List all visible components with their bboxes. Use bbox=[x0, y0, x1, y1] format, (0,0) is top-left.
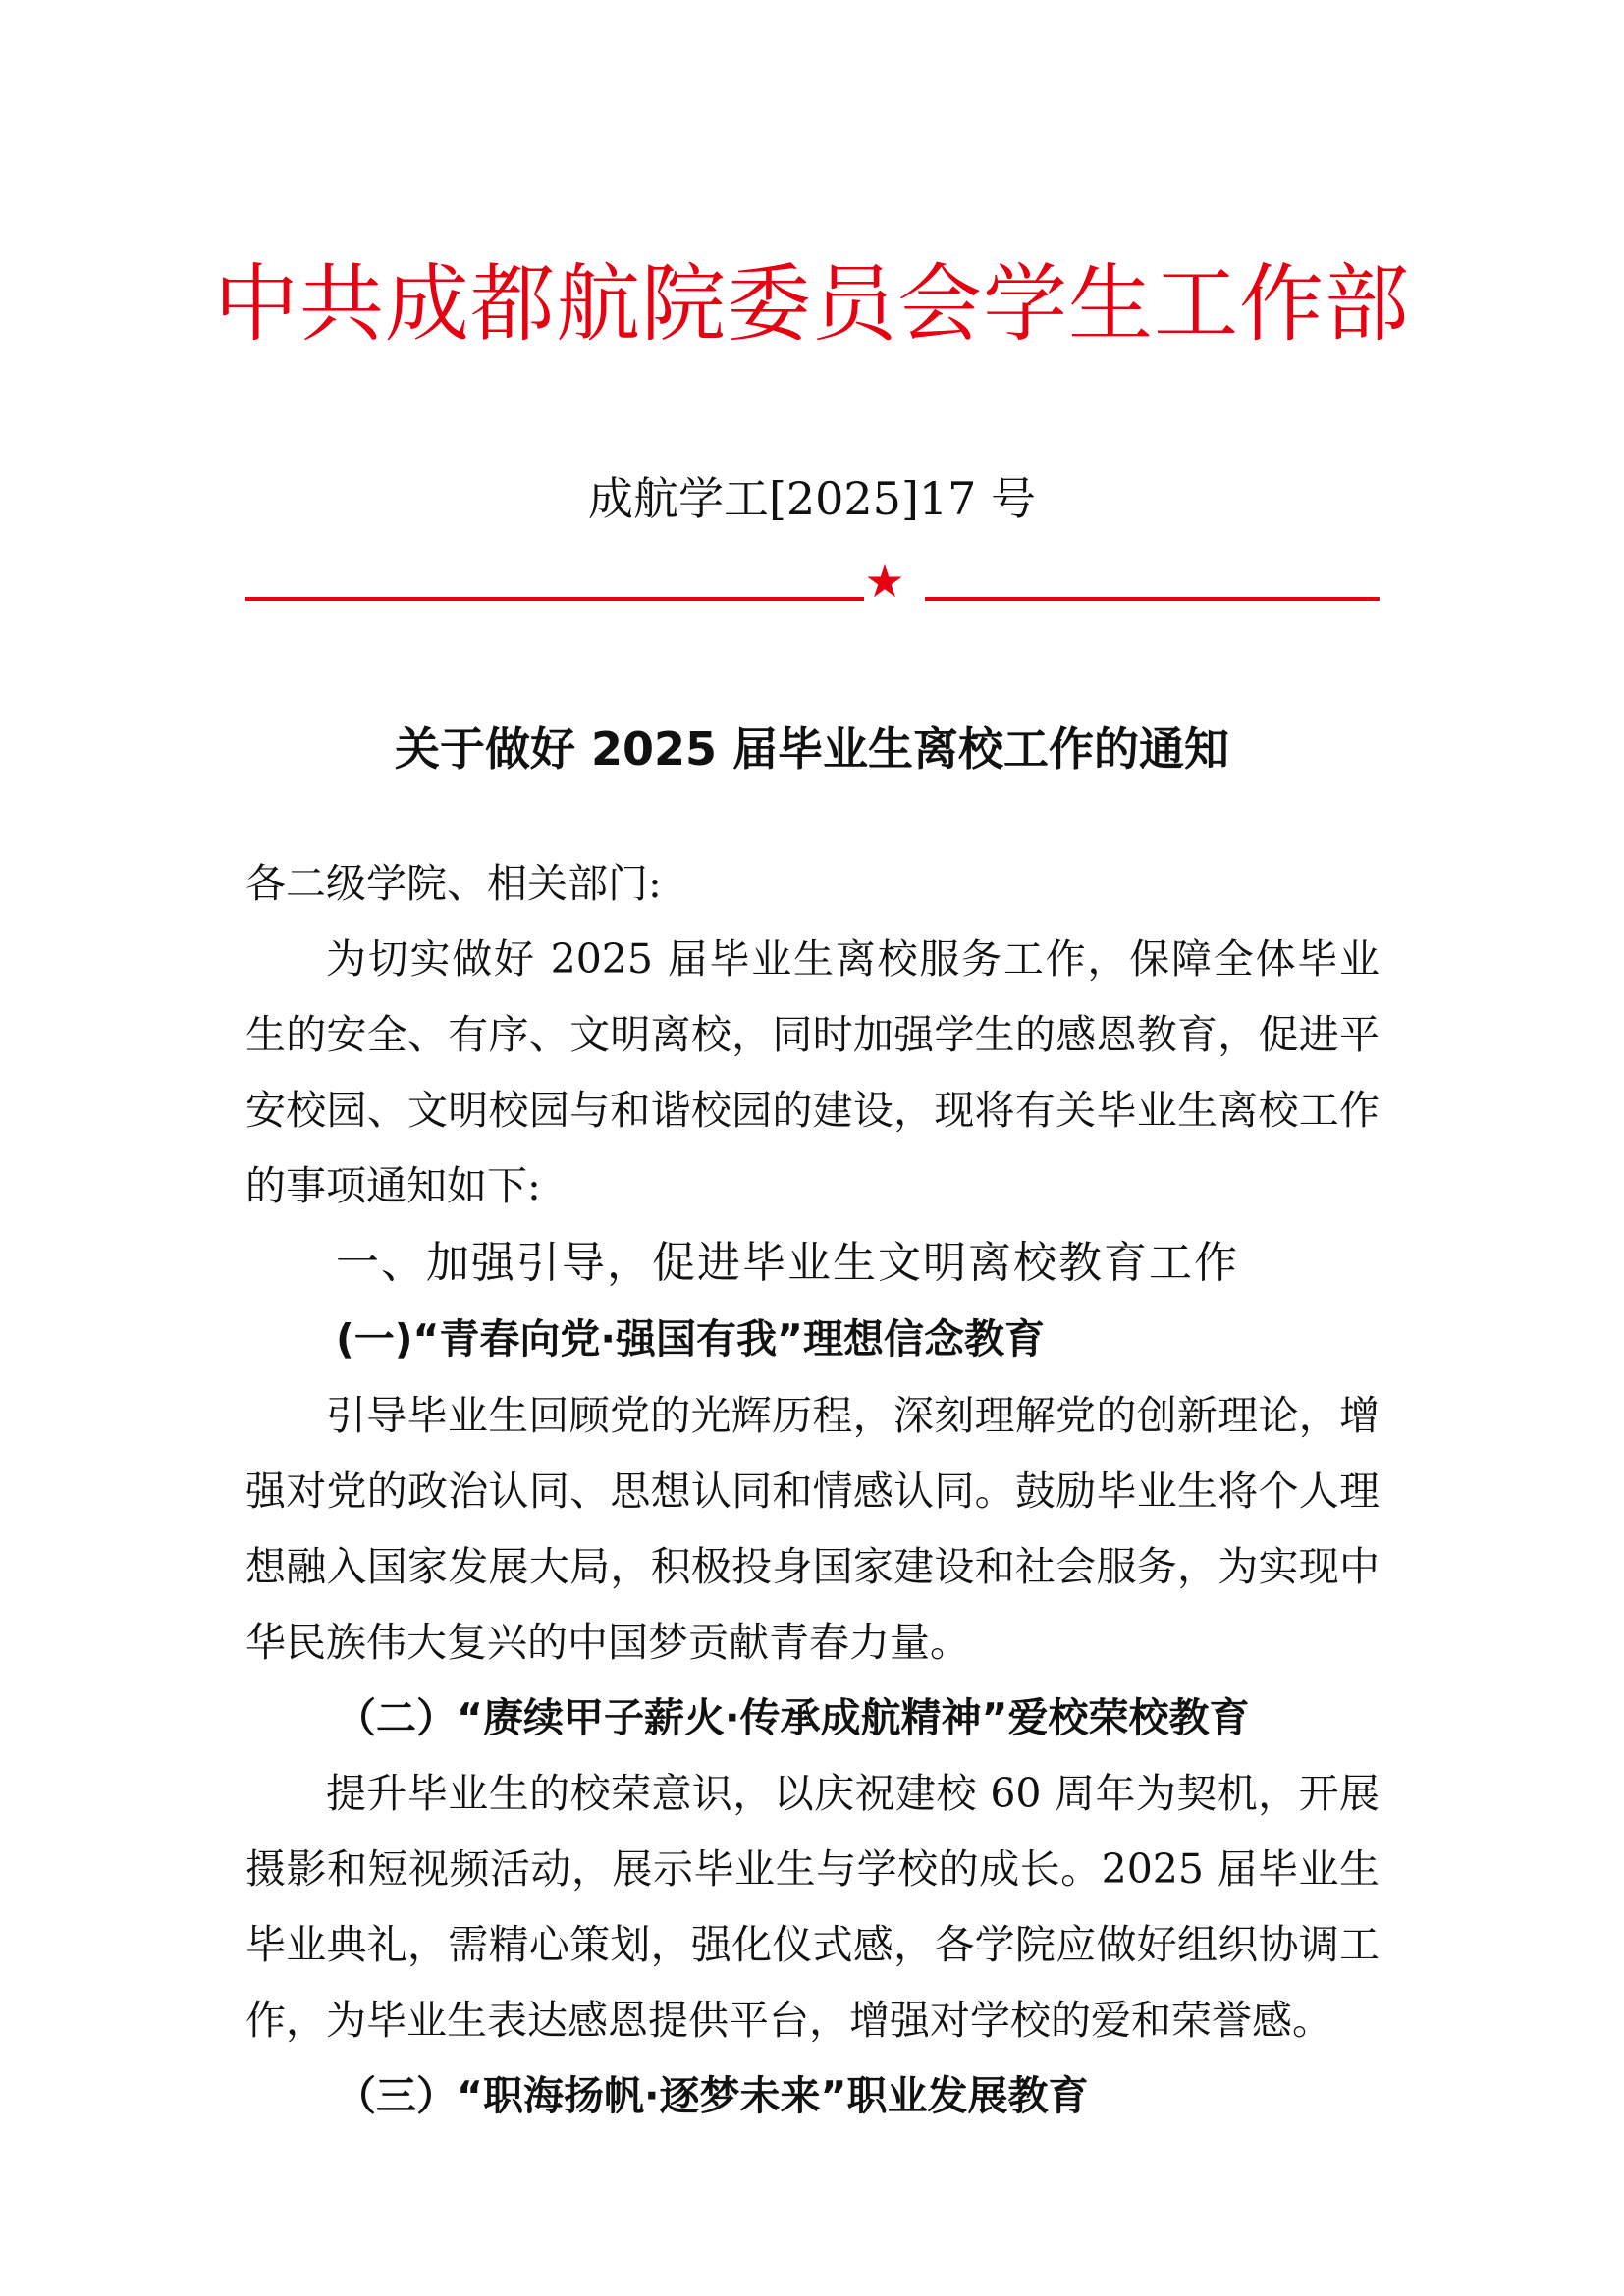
star-icon: ★ bbox=[864, 555, 905, 608]
subsection-1-paragraph: 引导毕业生回顾党的光辉历程，深刻理解党的创新理论，增强对党的政治认同、思想认同和情感认同。鼓励毕业生将个人理想融入国家发展大局，积极投身国家建设和社会服务，为实现中华民族伟大复兴的中国梦贡献青春力量。 bbox=[245, 1392, 1380, 1666]
section-1-heading: 一、加强引导，促进毕业生文明离校教育工作 bbox=[336, 1238, 1239, 1288]
subsection-3-heading: （三）“职海扬帆·逐梦未来”职业发展教育 bbox=[336, 2072, 1089, 2119]
intro-paragraph: 为切实做好 2025 届毕业生离校服务工作，保障全体毕业生的安全、有序、文明离校，同时加强学生的感恩教育，促进平安校园、文明校园与和谐校园的建设，现将有关毕业生离校工作的事项通知如下: bbox=[245, 935, 1380, 1209]
red-divider-right bbox=[925, 597, 1380, 601]
subsection-2-paragraph: 提升毕业生的校荣意识，以庆祝建校 60 周年为契机，开展摄影和短视频活动，展示毕业生与学校的成长。2025 届毕业生毕业典礼，需精心策划，强化仪式感，各学院应做好组织协调工作，为毕业生表达感恩提供平台，增强对学校的爱和荣誉感。 bbox=[245, 1770, 1380, 2044]
salutation: 各二级学院、相关部门: bbox=[245, 860, 662, 907]
subsection-2-heading: （二）“赓续甲子薪火·传承成航精神”爱校荣校教育 bbox=[336, 1694, 1250, 1741]
organization-header: 中共成都航院委员会学生工作部 bbox=[214, 255, 1410, 353]
document-number: 成航学工[2025]17 号 bbox=[587, 472, 1037, 525]
subsection-1-heading: (一)“青春向党·强国有我”理想信念教育 bbox=[336, 1315, 1045, 1362]
red-divider-left bbox=[245, 597, 864, 601]
document-title: 关于做好 2025 届毕业生离校工作的通知 bbox=[394, 722, 1230, 775]
